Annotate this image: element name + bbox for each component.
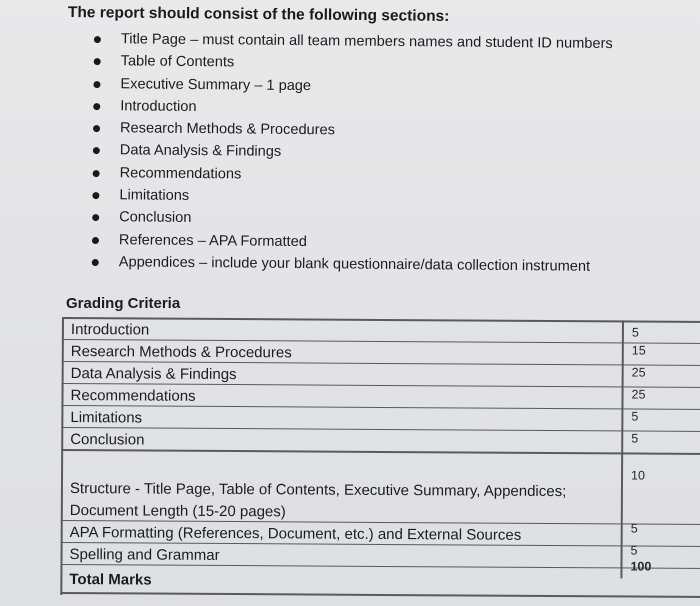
bullet-icon [93,148,100,155]
section-item-label: Table of Contents [120,53,235,71]
total-marks-label: Total Marks [69,571,152,589]
criterion-score: 25 [631,387,646,402]
section-item-label: Recommendations [119,165,242,183]
section-item-label: Data Analysis & Findings [119,142,282,161]
grading-criteria-title: Grading Criteria [66,295,181,312]
criterion-score: 5 [631,325,639,340]
criterion-label: APA Formatting (References, Document, etc.) and External Sources [69,524,522,544]
total-score: 100 [630,559,652,574]
criterion-label: Structure - Title Page, Table of Contents, Executive Summary, Appendices; [69,480,567,501]
bullet-icon [93,103,100,110]
table-row-total [60,564,700,598]
criterion-label: Research Methods & Procedures [70,343,292,362]
grading-table [60,317,700,599]
bullet-icon [92,259,99,266]
report-heading: The report should consist of the following sections: [67,4,450,25]
bullet-icon [94,58,101,65]
criterion-score: 5 [631,431,639,446]
criterion-score: 25 [631,365,646,380]
section-list [88,28,613,278]
bullet-icon [93,81,100,88]
criterion-score: 5 [630,543,638,558]
section-item-label: Conclusion [119,209,192,227]
bullet-icon [92,214,99,221]
criterion-label: Introduction [70,321,150,339]
criterion-score: 5 [631,409,639,424]
bullet-icon [92,237,99,244]
section-item-label: Limitations [119,187,190,205]
section-item-label: Title Page – must contain all team members names and student ID numbers [120,31,613,53]
section-item-label: Executive Summary – 1 page [120,75,312,94]
bullet-icon [94,36,101,43]
criterion-label: Data Analysis & Findings [70,365,237,384]
criterion-label: Limitations [70,409,143,427]
criterion-label: Recommendations [70,387,196,405]
section-item-label: References – APA Formatted [118,231,307,250]
section-item [88,251,611,278]
criterion-score: 10 [630,468,645,483]
bullet-icon [92,192,99,199]
criterion-score: 15 [631,343,646,358]
bullet-icon [93,170,100,177]
criterion-label: Conclusion [70,431,145,449]
bullet-icon [93,125,100,132]
table-row-spacer [61,449,700,481]
section-item-label: Appendices – include your blank questionnaire/data collection instrument [118,254,591,275]
criterion-score: 5 [630,521,638,536]
criterion-label: Spelling and Grammar [69,546,220,564]
section-item-label: Introduction [120,98,197,115]
criterion-label: Document Length (15-20 pages) [69,502,286,521]
section-item-label: Research Methods & Procedures [119,120,336,139]
